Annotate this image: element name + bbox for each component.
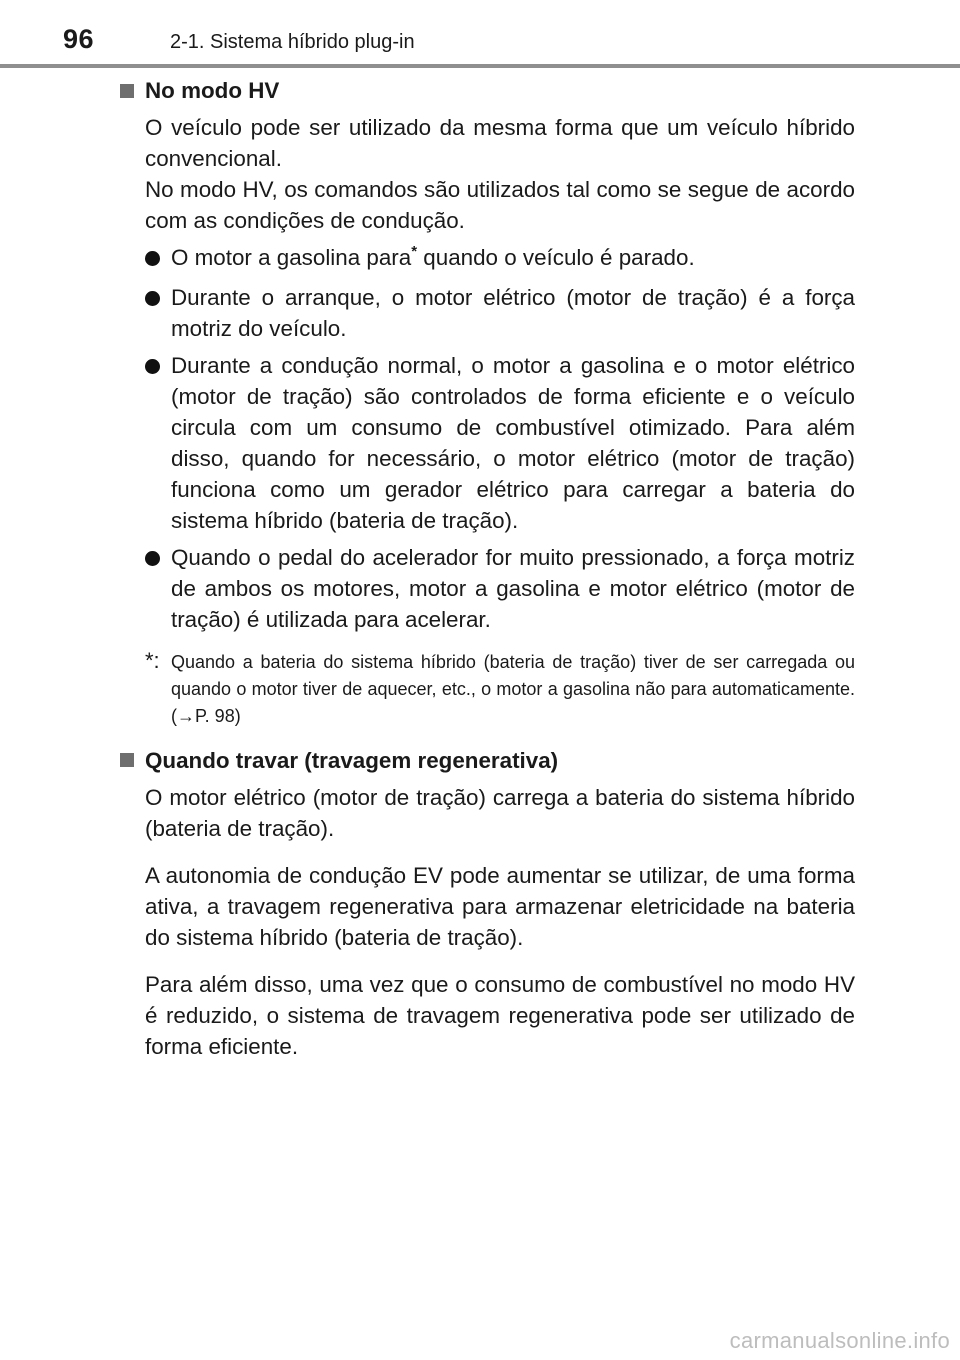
square-bullet-icon xyxy=(120,84,134,98)
paragraph: A autonomia de condução EV pode aumentar se utilizar, de uma forma ativa, a travagem regenerativa para armazenar eletricidade na bateria do sistema híbrido (bateria de tração). xyxy=(145,863,855,950)
bullet-dot-icon xyxy=(145,551,160,566)
footnote-marker: * xyxy=(411,243,418,260)
header-rule xyxy=(0,64,960,68)
heading-hv-mode xyxy=(105,74,855,108)
list-item xyxy=(105,542,855,635)
bullet-dot-icon xyxy=(145,359,160,374)
page-content xyxy=(105,74,855,1062)
watermark: carmanualsonline.info xyxy=(729,1328,950,1353)
list-item-text: quando o veículo é parado. xyxy=(417,245,695,270)
list-item-text: O motor a gasolina para xyxy=(171,245,412,270)
heading-text: No modo HV xyxy=(145,78,280,103)
list-item-text: Quando o pedal do acelerador for muito pressionado, a força motriz de ambos os motores, motor a gasolina e motor elétrico (motor de tração) é utilizada para acelerar. xyxy=(171,545,855,632)
square-bullet-icon xyxy=(120,753,134,767)
footnote-mark: *: xyxy=(145,648,160,673)
paragraph: Para além disso, uma vez que o consumo de combustível no modo HV é reduzido, o sistema de travagem regenerativa pode ser utilizado de forma eficiente. xyxy=(145,972,855,1059)
footnote-text: Quando a bateria do sistema híbrido (bateria de tração) tiver de ser carregada ou quando o motor tiver de aquecer, etc., o motor a gasolina não para automaticamente. (→P. 98) xyxy=(171,652,855,726)
list-item xyxy=(105,350,855,536)
heading-text: Quando travar (travagem regenerativa) xyxy=(145,748,559,773)
page-number: 96 xyxy=(63,24,95,54)
bullet-dot-icon xyxy=(145,251,160,266)
paragraph: O motor elétrico (motor de tração) carrega a bateria do sistema híbrido (bateria de tração). xyxy=(145,785,855,841)
list-item xyxy=(105,282,855,344)
list-item xyxy=(105,242,855,276)
page-header xyxy=(0,0,960,70)
list-item-text: Durante a condução normal, o motor a gasolina e o motor elétrico (motor de tração) são controlados de forma eficiente e o veículo circula com um consumo de combustível otimizado. Para além disso, quando for necessário, o motor elétrico (motor de tração) funciona como um gerador elétrico para carregar a bateria do sistema híbrido (bateria de tração). xyxy=(171,353,855,533)
heading-braking xyxy=(105,744,855,778)
list-item-text: Durante o arranque, o motor elétrico (motor de tração) é a força motriz do veículo. xyxy=(171,285,855,341)
section-title: 2-1. Sistema híbrido plug-in xyxy=(170,31,415,53)
paragraph: O veículo pode ser utilizado da mesma forma que um veículo híbrido convencional. xyxy=(145,115,855,171)
bullet-dot-icon xyxy=(145,291,160,306)
footnote xyxy=(105,649,855,730)
paragraph: No modo HV, os comandos são utilizados tal como se segue de acordo com as condições de condução. xyxy=(145,177,855,233)
